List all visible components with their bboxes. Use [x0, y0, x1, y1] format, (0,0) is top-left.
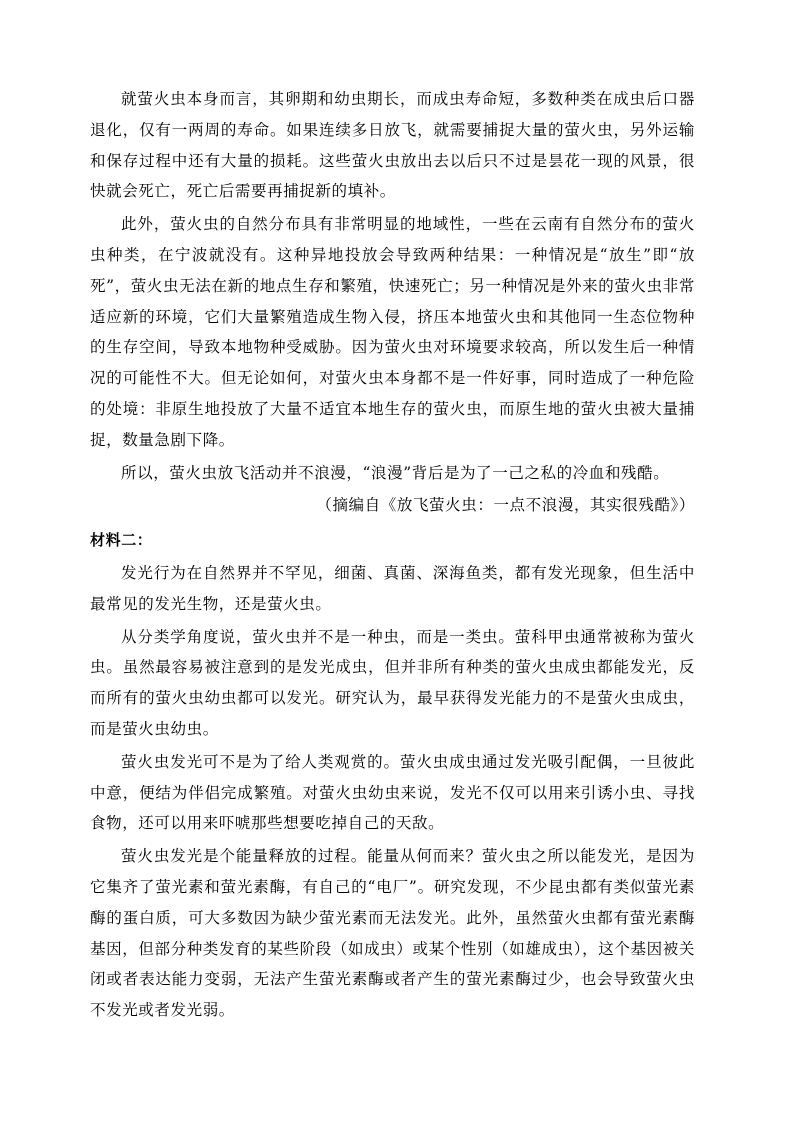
- paragraph-distribution: 此外，萤火虫的自然分布具有非常明显的地域性，一些在云南有自然分布的萤火虫种类，在宁波就没有。这种异地投放会导致两种结果：一种情况是“放生”即“放死”，萤火虫无法在新的地点生存和繁殖，快速死亡；另一种情况是外来的萤火虫非常适应新的环境，它们大量繁殖造成生物入侵，挤压本地萤火虫和其他同一生态位物种的生存空间，导致本地物种受威胁。因为萤火虫对环境要求较高，所以发生后一种情况的可能性不大。但无论如何，对萤火虫本身都不是一件好事，同时造成了一种危险的处境：非原生地投放了大量不适宜本地生存的萤火虫，而原生地的萤火虫被大量捕捉，数量急剧下降。: [90, 215, 695, 449]
- paragraph-conclusion: 所以，萤火虫放飞活动并不浪漫，“浪漫”背后是为了一己之私的冷血和残酷。: [121, 463, 670, 482]
- paragraph-energy: 萤火虫发光是个能量释放的过程。能量从何而来？萤火虫之所以能发光，是因为它集齐了萤光素和萤光素酶，有自己的“电厂”。研究发现，不少昆虫都有类似萤光素酶的蛋白质，可大多数因为缺少萤光素而无法发光。此外，虽然萤火虫都有萤光素酶基因，但部分种类发育的某些阶段（如成虫）或某个性别（如雄成虫），这个基因被关闭或者表达能力变弱，无法产生萤光素酶或者产生的萤光素酶过少，也会导致萤火虫不发光或者发光弱。: [90, 847, 695, 1020]
- paragraph-lifespan: 就萤火虫本身而言，其卵期和幼虫期长，而成虫寿命短，多数种类在成虫后口器退化，仅有一两周的寿命。如果连续多日放飞，就需要捕捉大量的萤火虫，另外运输和保存过程中还有大量的损耗。这些萤火虫放出去以后只不过是昙花一现的风景，很快就会死亡，死亡后需要再捕捉新的填补。: [90, 90, 695, 201]
- section-heading-material-two: 材料二：: [90, 531, 153, 550]
- source-citation: （摘编自《放飞萤火虫：一点不浪漫，其实很残酷》）: [316, 496, 695, 515]
- paragraph-taxonomy: 从分类学角度说，萤火虫并不是一种虫，而是一类虫。萤科甲虫通常被称为萤火虫。虽然最容易被注意到的是发光成虫，但并非所有种类的萤火虫成虫都能发光，反而所有的萤火虫幼虫都可以发光。研究认为，最早获得发光能力的不是萤火虫成虫，而是萤火虫幼虫。: [90, 627, 695, 738]
- document-body: [90, 84, 695, 1028]
- paragraph-bioluminescence: 发光行为在自然界并不罕见，细菌、真菌、深海鱼类，都有发光现象，但生活中最常见的发光生物，还是萤火虫。: [90, 563, 695, 613]
- paragraph-purpose: 萤火虫发光可不是为了给人类观赏的。萤火虫成虫通过发光吸引配偶，一旦彼此中意，便结为伴侣完成繁殖。对萤火虫幼虫来说，发光不仅可以用来引诱小虫、寻找食物，还可以用来吓唬那些想要吃掉自己的天敌。: [90, 752, 695, 833]
